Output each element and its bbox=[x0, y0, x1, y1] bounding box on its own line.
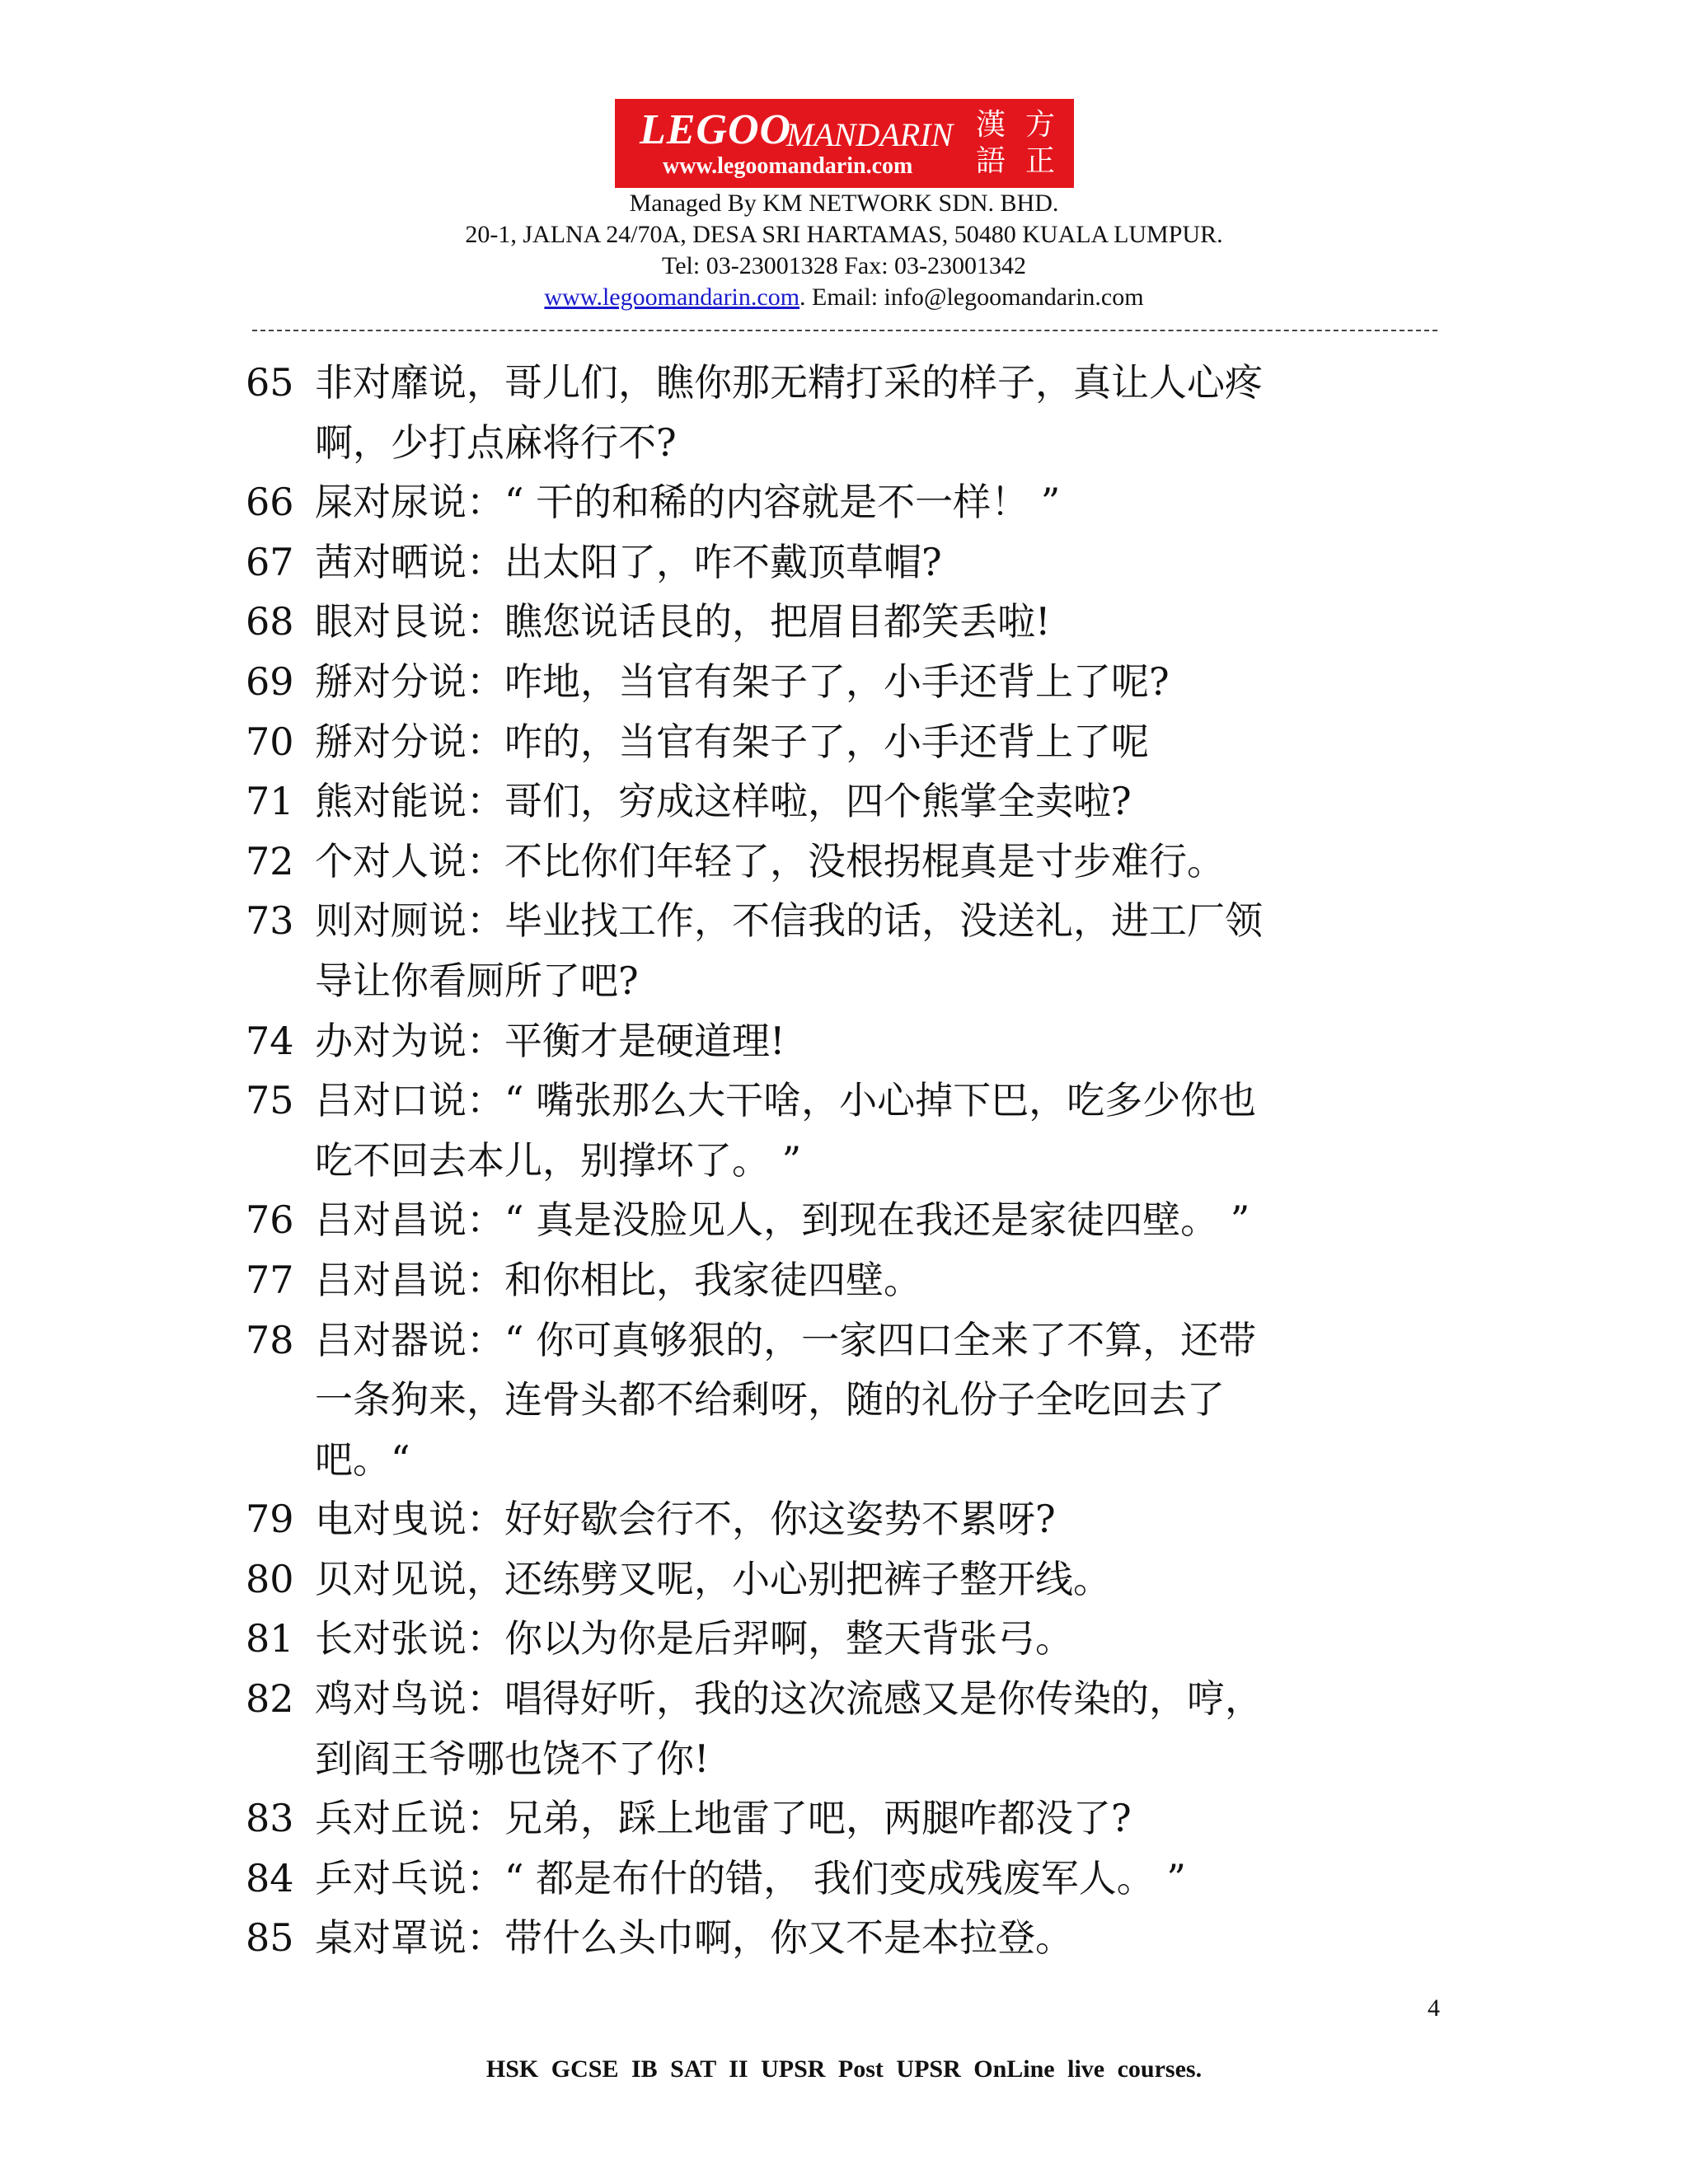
entry-row bbox=[246, 891, 1449, 951]
entry-text: 则对厕说：毕业找工作，不信我的话，没送礼，进工厂领 bbox=[315, 898, 1263, 944]
entry-row bbox=[246, 1071, 1449, 1131]
entry-row bbox=[246, 592, 1449, 652]
header-contact bbox=[0, 282, 1688, 313]
entry-number: 77 bbox=[246, 1257, 294, 1302]
entry-row bbox=[246, 1190, 1449, 1250]
entry-row bbox=[246, 1788, 1449, 1849]
entry-text: 吧。“ bbox=[315, 1436, 410, 1482]
entry-text: 个对人说：不比你们年轻了，没根拐棍真是寸步难行。 bbox=[315, 838, 1225, 883]
entry-text: 到阎王爷哪也饶不了你! bbox=[315, 1736, 710, 1781]
entry-number: 82 bbox=[246, 1676, 294, 1722]
entry-row bbox=[246, 472, 1449, 532]
entry-number: 73 bbox=[246, 898, 294, 944]
entry-text: 办对为说：平衡才是硬道理! bbox=[315, 1018, 785, 1063]
entry-text: 导让你看厕所了吧? bbox=[315, 958, 639, 1003]
entry-text: 茜对晒说：出太阳了，咋不戴顶草帽? bbox=[315, 539, 942, 584]
entry-number: 74 bbox=[246, 1018, 294, 1063]
entry-row bbox=[246, 1908, 1449, 1968]
entry-continuation bbox=[246, 1430, 1449, 1490]
entry-row bbox=[246, 1011, 1449, 1071]
entry-number: 83 bbox=[246, 1796, 294, 1841]
logo-brand: LEGOO bbox=[640, 106, 792, 153]
entry-number: 66 bbox=[246, 480, 294, 525]
entry-row bbox=[246, 771, 1449, 832]
entry-row bbox=[246, 1849, 1449, 1909]
entry-text: 屎对尿说：“ 干的和稀的内容就是不一样！ ” bbox=[315, 480, 1061, 525]
entry-row bbox=[246, 832, 1449, 892]
entry-text: 长对张说：你以为你是后羿啊，整天背张弓。 bbox=[315, 1616, 1073, 1661]
seal-char: 正 bbox=[1025, 144, 1055, 178]
entry-number: 70 bbox=[246, 719, 294, 764]
entry-text: 非对靡说，哥儿们，瞧你那无精打采的样子，真让人心疼 bbox=[315, 360, 1263, 405]
entry-number: 81 bbox=[246, 1616, 294, 1661]
entry-text: 熊对能说：哥们，穷成这样啦，四个熊掌全卖啦? bbox=[315, 779, 1132, 824]
entry-text: 掰对分说：咋地，当官有架子了，小手还背上了呢? bbox=[315, 658, 1170, 704]
header-address: 20-1, JALNA 24/70A, DESA SRI HARTAMAS, 50480 KUALA LUMPUR. bbox=[465, 221, 1223, 248]
logo-seal bbox=[966, 107, 1065, 180]
entry-continuation bbox=[246, 1131, 1449, 1191]
entry-text: 吃不回去本儿，别撑坏了。 ” bbox=[315, 1137, 802, 1183]
entry-row bbox=[246, 652, 1449, 712]
entry-row bbox=[246, 353, 1449, 413]
entry-text: 吕对昌说：“ 真是没脸见人，到现在我还是家徒四壁。 ” bbox=[315, 1197, 1250, 1243]
header-managed: Managed By KM NETWORK SDN. BHD. bbox=[629, 190, 1059, 217]
entry-number: 71 bbox=[246, 779, 294, 824]
logo-url: www.legoomandarin.com bbox=[663, 153, 913, 179]
entry-number: 76 bbox=[246, 1197, 294, 1243]
entry-number: 79 bbox=[246, 1497, 294, 1542]
entry-number: 85 bbox=[246, 1915, 294, 1961]
entry-text: 乒对乓说：“ 都是布什的错， 我们变成残废军人。 ” bbox=[315, 1855, 1186, 1900]
entry-text: 掰对分说：咋的，当官有架子了，小手还背上了呢 bbox=[315, 719, 1149, 764]
entry-list bbox=[246, 353, 1449, 1968]
entry-text: 贝对见说，还练劈叉呢，小心别把裤子整开线。 bbox=[315, 1556, 1111, 1601]
entry-text: 吕对口说：“ 嘴张那么大干啥，小心掉下巴，吃多少你也 bbox=[315, 1078, 1257, 1123]
seal-char: 語 bbox=[975, 144, 1006, 178]
entry-text: 一条狗来，连骨头都不给剩呀，随的礼份子全吃回去了 bbox=[315, 1377, 1225, 1422]
entry-continuation bbox=[246, 1729, 1449, 1789]
entry-number: 69 bbox=[246, 658, 294, 704]
entry-continuation bbox=[246, 413, 1449, 473]
entry-text: 兵对丘说：兄弟，踩上地雷了吧，两腿咋都没了? bbox=[315, 1796, 1132, 1841]
entry-row bbox=[246, 1549, 1449, 1610]
entry-row bbox=[246, 1250, 1449, 1310]
entry-number: 84 bbox=[246, 1855, 294, 1900]
entry-number: 75 bbox=[246, 1078, 294, 1123]
entry-text: 眼对艮说：瞧您说话艮的，把眉目都笑丢啦! bbox=[315, 599, 1051, 644]
entry-number: 68 bbox=[246, 599, 294, 644]
entry-number: 72 bbox=[246, 838, 294, 883]
header-phone: Tel: 03-23001328 Fax: 03-23001342 bbox=[661, 252, 1027, 279]
footer-courses: HSK GCSE IB SAT II UPSR Post UPSR OnLine live courses. bbox=[485, 2055, 1203, 2083]
entry-text: 吕对昌说：和你相比，我家徒四壁。 bbox=[315, 1257, 921, 1302]
website-link[interactable]: www.legoomandarin.com bbox=[544, 284, 800, 311]
entry-text: 鸡对鸟说：唱得好听，我的这次流感又是你传染的，哼， bbox=[315, 1676, 1263, 1722]
email-text: . Email: info@legoomandarin.com bbox=[799, 284, 1144, 311]
entry-row bbox=[246, 712, 1449, 772]
entry-number: 78 bbox=[246, 1317, 294, 1362]
entry-row bbox=[246, 1609, 1449, 1669]
entry-number: 80 bbox=[246, 1556, 294, 1601]
entry-row bbox=[246, 532, 1449, 593]
entry-row bbox=[246, 1310, 1449, 1371]
logo-brand-mandarin: MANDARIN bbox=[786, 116, 954, 153]
entry-text: 电对曳说：好好歇会行不，你这姿势不累呀? bbox=[315, 1497, 1056, 1542]
legoo-logo bbox=[615, 99, 1074, 188]
seal-char: 漢 bbox=[975, 108, 1006, 142]
dashed-divider bbox=[252, 330, 1437, 331]
seal-char: 方 bbox=[1025, 108, 1055, 142]
entry-row bbox=[246, 1489, 1449, 1549]
entry-number: 65 bbox=[246, 360, 294, 405]
entry-continuation bbox=[246, 1370, 1449, 1430]
entry-text: 吕对器说：“ 你可真够狠的，一家四口全来了不算，还带 bbox=[315, 1317, 1257, 1362]
entry-continuation bbox=[246, 951, 1449, 1011]
entry-text: 啊，少打点麻将行不? bbox=[315, 419, 677, 465]
page-number: 4 bbox=[1428, 1994, 1440, 2022]
entry-text: 桌对罩说：带什么头巾啊，你又不是本拉登。 bbox=[315, 1915, 1073, 1961]
entry-number: 67 bbox=[246, 539, 294, 584]
entry-row bbox=[246, 1669, 1449, 1729]
